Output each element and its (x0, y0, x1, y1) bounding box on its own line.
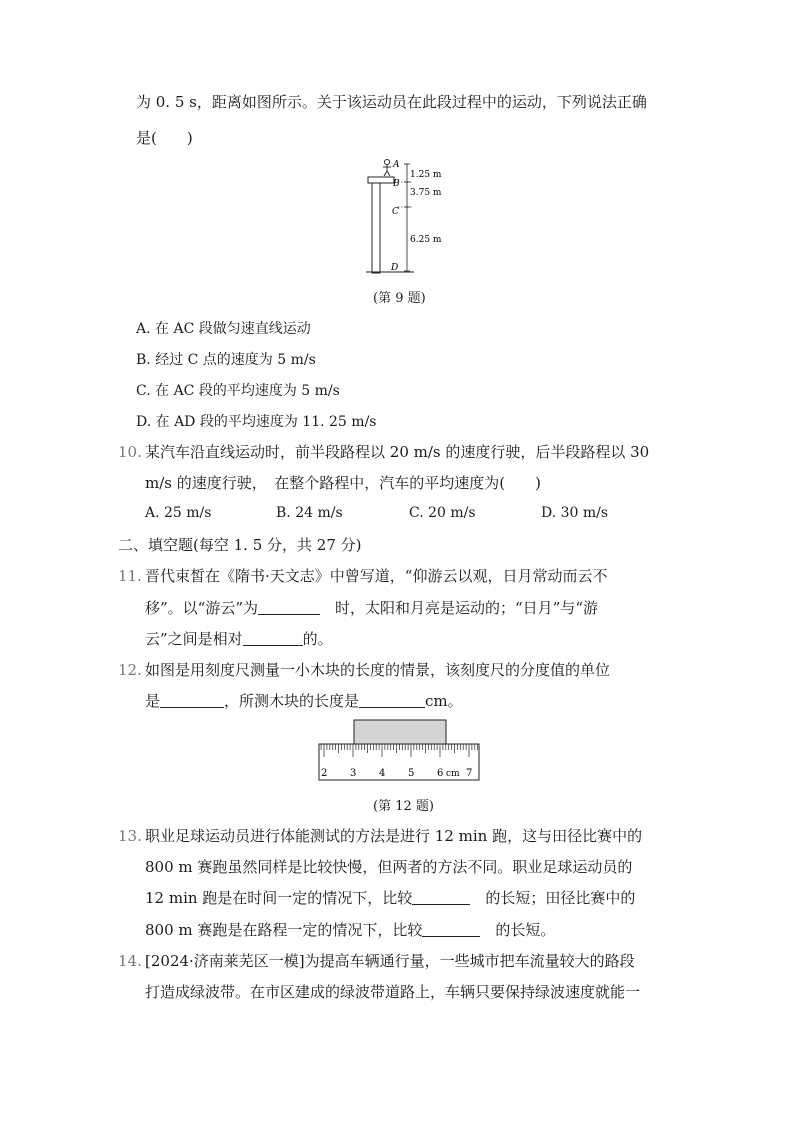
q13-line-4 (145, 920, 555, 940)
ruler-num-6: 6 (437, 768, 444, 779)
q12-line-2-b: ，所测木块的长度是 (224, 692, 360, 710)
q12-line-2-a: 是 (145, 692, 161, 710)
distance-2: 3.75 m (410, 188, 442, 198)
q14-line-2: 打造成绿波带。在市区建成的绿波带道路上，车辆只要保持绿波速度就能一 (145, 983, 641, 1001)
q10-option-a: A. 25 m/s (145, 505, 212, 521)
label-d: D (391, 263, 399, 273)
q12-number: 12. (118, 661, 142, 679)
q10-line-2: m/s 的速度行驶， 在整个路程中，汽车的平均速度为( ) (145, 474, 541, 492)
label-c: C (392, 207, 399, 217)
q12-caption: (第 12 题) (373, 799, 434, 814)
q12-ruler-figure (318, 718, 480, 784)
q13-line-1: 职业足球运动员进行体能测试的方法是进行 12 min 跑，这与田径比赛中的 (145, 827, 643, 845)
diver-icon (383, 159, 391, 176)
q9-figure (362, 158, 452, 276)
ruler-num-5: 5 (408, 768, 415, 779)
wood-block (354, 720, 446, 744)
label-b: B (393, 179, 400, 189)
q10-line-1: 某汽车沿直线运动时，前半段路程以 20 m/s 的速度行驶，后半段路程以 30 (145, 443, 650, 461)
q12-blank-2[interactable] (359, 692, 425, 708)
distance-3: 6.25 m (410, 235, 442, 245)
ruler-num-2: 2 (321, 768, 328, 779)
q10-option-b: B. 24 m/s (276, 505, 343, 521)
q11-line-2-b: 时，太阳和月亮是运动的；“日月”与“游 (320, 599, 599, 617)
section-2-title: 二、填空题(每空 1. 5 分，共 27 分) (118, 536, 362, 554)
q14-line-1: [2024·济南莱芜区一模]为提高车辆通行量，一些城市把车流量较大的路段 (145, 952, 635, 970)
q12-line-1: 如图是用刻度尺测量一小木块的长度的情景，该刻度尺的分度值的单位 (145, 661, 611, 679)
label-a: A (393, 160, 400, 170)
q9-option-d: D. 在 AD 段的平均速度为 11. 25 m/s (136, 414, 377, 430)
q9-option-a: A. 在 AC 段做匀速直线运动 (136, 321, 311, 337)
q11-line-3 (145, 629, 333, 649)
q10-option-c: C. 20 m/s (409, 505, 476, 521)
q13-blank-2[interactable] (422, 921, 480, 937)
q11-line-2 (145, 598, 598, 618)
q11-blank-2[interactable] (243, 630, 303, 646)
distance-1: 1.25 m (410, 170, 442, 180)
q9-caption: (第 9 题) (373, 291, 426, 306)
q13-line-4-a: 800 m 赛跑是在路程一定的情况下，比较 (145, 921, 423, 939)
q11-number: 11. (118, 567, 142, 585)
q10-option-d: D. 30 m/s (541, 505, 609, 521)
q13-line-4-b: 的长短。 (480, 921, 556, 939)
ruler-num-3: 3 (350, 768, 357, 779)
ruler-num-4: 4 (379, 768, 386, 779)
q13-line-3 (145, 888, 635, 908)
q9-option-b: B. 经过 C 点的速度为 5 m/s (136, 352, 316, 368)
q11-blank-1[interactable] (258, 599, 320, 615)
q14-number: 14. (118, 952, 142, 970)
q11-line-1: 晋代束皙在《隋书·天文志》中曾写道，“仰游云以观，日月常动而云不 (145, 567, 608, 585)
q10-number: 10. (118, 443, 142, 461)
q9-stem-line-2: 是( ) (136, 129, 193, 147)
q13-number: 13. (118, 827, 142, 845)
q12-blank-1[interactable] (160, 692, 224, 708)
ruler-unit: cm (446, 769, 460, 779)
q13-blank-1[interactable] (412, 889, 470, 905)
q12-line-2 (145, 691, 463, 711)
q13-line-2: 800 m 赛跑虽然同样是比较快慢，但两者的方法不同。职业足球运动员的 (145, 858, 633, 876)
q11-line-3-a: 云”之间是相对 (145, 630, 243, 648)
ruler-num-7: 7 (466, 768, 473, 779)
q13-line-3-b: 的长短；田径比赛中的 (470, 889, 636, 907)
q12-line-2-c: cm。 (425, 692, 463, 710)
q11-line-3-b: 的。 (302, 630, 333, 648)
q11-line-2-a: 移”。以“游云”为 (145, 599, 259, 617)
q9-stem-line-1: 为 0. 5 s，距离如图所示。关于该运动员在此段过程中的运动，下列说法正确 (136, 93, 647, 111)
q9-option-c: C. 在 AC 段的平均速度为 5 m/s (136, 383, 340, 399)
q13-line-3-a: 12 min 跑是在时间一定的情况下，比较 (145, 889, 413, 907)
